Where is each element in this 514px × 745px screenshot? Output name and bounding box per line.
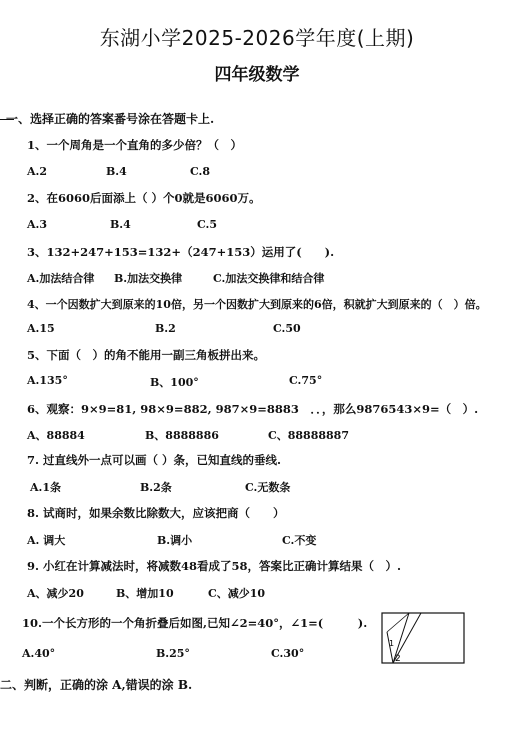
option-c: C.不变 — [282, 534, 317, 547]
question-stem: 9. 小红在计算减法时，将减数48看成了58，答案比正确计算结果（ ）. — [27, 559, 402, 573]
option-a: A.1条 — [30, 481, 62, 494]
option-b: B.2条 — [140, 481, 172, 494]
question-stem: 6、观察：9×9=81, 98×9=882, 987×9=8883 ．．，那么9876543×9=（ ）. — [27, 402, 479, 416]
option-a: A.40° — [22, 647, 56, 660]
option-b: B、100° — [150, 376, 199, 389]
option-c: C、减少10 — [208, 587, 266, 600]
angle-2-label: 2 — [395, 654, 401, 664]
question-stem: 5、下面（ ）的角不能用一副三角板拼出来。 — [27, 348, 265, 362]
section1-heading: 一、选择正确的答案番号涂在答题卡上. — [6, 112, 215, 126]
option-b: B.调小 — [157, 534, 193, 547]
question-stem: 3、132+247+153=132+（247+153）运用了( ). — [27, 245, 335, 259]
option-c: C.无数条 — [245, 481, 291, 494]
option-a: A、减少20 — [27, 587, 84, 600]
option-c: C.75° — [289, 374, 323, 387]
page-subtitle: 四年级数学 — [214, 65, 300, 85]
option-b: B.4 — [110, 218, 131, 231]
option-a: A.3 — [27, 218, 48, 231]
page-title: 东湖小学2025-2026学年度(上期) — [99, 26, 415, 50]
option-c: C.加法交换律和结合律 — [213, 272, 325, 285]
angle-1-label: 1 — [389, 639, 395, 648]
option-a: A、88884 — [27, 429, 85, 442]
option-c: C.5 — [197, 218, 218, 231]
question-stem: 7. 过直线外一点可以画（ ）条，已知直线的垂线. — [27, 453, 282, 467]
question-stem: 8. 试商时，如果余数比除数大，应该把商（ ） — [27, 506, 285, 520]
option-a: A.2 — [27, 165, 48, 178]
option-a: A. 调大 — [27, 534, 66, 547]
question-stem: 2、在6060后面添上（ ）个0就是6060万。 — [27, 191, 261, 205]
folded-rectangle-figure — [381, 612, 465, 664]
option-b: B.加法交换律 — [114, 272, 183, 285]
question-stem: 1、一个周角是一个直角的多少倍？（ ） — [27, 138, 242, 152]
option-a: A.135° — [27, 374, 68, 387]
option-c: C.8 — [190, 165, 211, 178]
section2-heading: 二、判断，正确的涂 A,错误的涂 B. — [0, 678, 193, 692]
option-b: B.4 — [106, 165, 127, 178]
question-stem: 10.一个长方形的一个角折叠后如图,已知∠2=40°，∠1=( ). — [22, 616, 368, 630]
option-b: B.2 — [155, 322, 176, 335]
option-b: B.25° — [156, 647, 190, 660]
option-c: C.50 — [273, 322, 301, 335]
option-a: A.15 — [27, 322, 55, 335]
option-a: A.加法结合律 — [27, 272, 95, 285]
option-c: C.30° — [271, 647, 305, 660]
option-c: C、88888887 — [268, 429, 349, 442]
option-b: B、8888886 — [145, 429, 219, 442]
option-b: B、增加10 — [116, 587, 174, 600]
question-stem: 4、一个因数扩大到原来的10倍，另一个因数扩大到原来的6倍，积就扩大到原来的（ ）倍。 — [27, 298, 487, 311]
